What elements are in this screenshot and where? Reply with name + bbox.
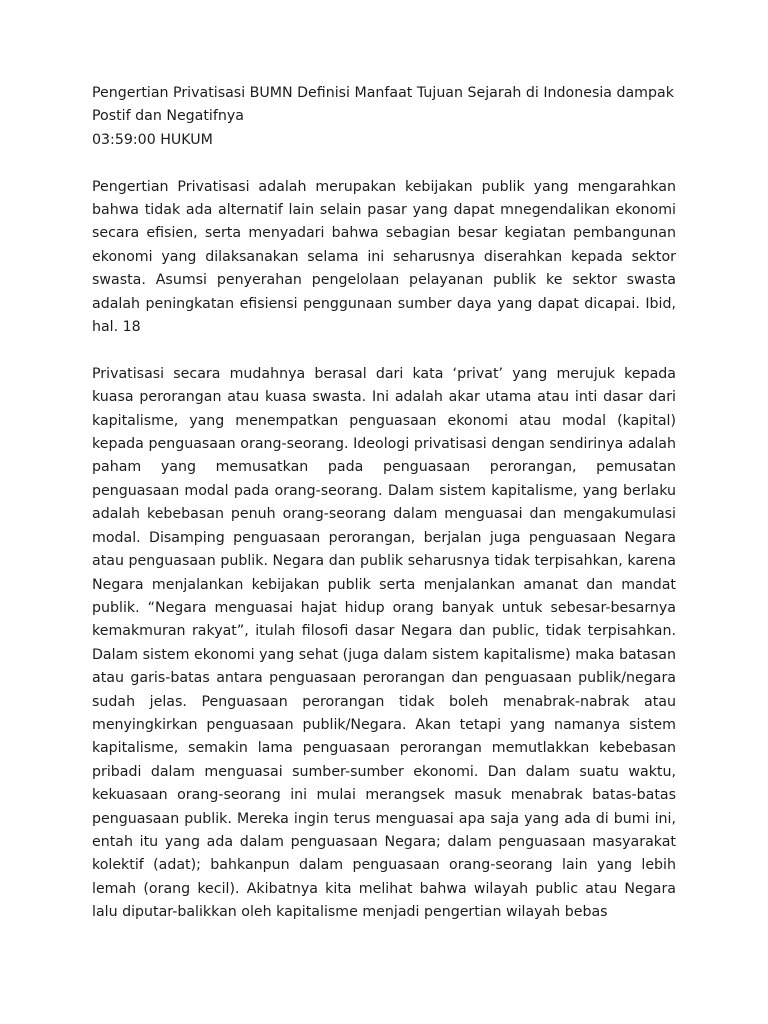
paragraph-spacer [92, 339, 676, 362]
paragraph-definition: Pengertian Privatisasi adalah merupakan kebijakan publik yang mengarahkan bahwa tidak ada alternatif lain selain pasar yang dapat mnegendalikan ekonomi secara efisien, serta menyadari bahwa sebagian besar kegiatan pembangunan ekonomi yang dilaksanakan selama ini seharusnya diserahkan kepada sektor swasta. Asumsi penyerahan pengelolaan pelayanan publik ke sektor swasta adalah peningkatan efisiensi penggunaan sumber daya yang dapat dicapai. Ibid, hal. 18 [92, 178, 676, 336]
document-body [92, 82, 676, 925]
document-timestamp: 03:59:00 [92, 131, 156, 148]
paragraph-spacer [92, 152, 676, 175]
document-meta [92, 129, 676, 152]
paragraph-explanation: Privatisasi secara mudahnya berasal dari kata ‘privat’ yang merujuk kepada kuasa perorangan atau kuasa swasta. Ini adalah akar utama atau inti dasar dari kapitalisme, yang menempatkan penguasaan ekonomi atau modal (kapital) kepada penguasaan orang-seorang. Ideologi privatisasi dengan sendirinya adalah paham yang memusatkan pada penguasaan perorangan, pemusatan penguasaan modal pada orang-seorang. Dalam sistem kapitalisme, yang berlaku adalah kebebasan penuh orang-seorang dalam menguasai dan mengakumulasi modal. Disamping penguasaan perorangan, berjalan juga penguasaan Negara atau penguasaan publik. Negara dan publik seharusnya tidak terpisahkan, karena Negara menjalankan kebijakan publik serta menjalankan amanat dan mandat publik. “Negara menguasai hajat hidup orang banyak untuk sebesar-besarnya kemakmuran rakyat”, itulah filosofi dasar Negara dan public, tidak terpisahkan. Dalam sistem ekonomi yang sehat (juga dalam sistem kapitalisme) maka batasan atau garis-batas antara penguasaan perorangan dan penguasaan publik/negara sudah jelas. Penguasaan perorangan tidak boleh menabrak-nabrak atau menyingkirkan penguasaan publik/Negara. Akan tetapi yang namanya sistem kapitalisme, semakin lama penguasaan perorangan memutlakkan kebebasan pribadi dalam menguasai sumber-sumber ekonomi. Dan dalam suatu waktu, kekuasaan orang-seorang ini mulai merangsek masuk menabrak batas-batas penguasaan publik. Mereka ingin terus menguasai apa saja yang ada di bumi ini, entah itu yang ada dalam penguasaan Negara; dalam penguasaan masyarakat kolektif (adat); bahkanpun dalam penguasaan orang-seorang lain yang lebih lemah (orang kecil). Akibatnya kita melihat bahwa wilayah public atau Negara lalu diputar-balikkan oleh kapitalisme menjadi pengertian wilayah bebas [92, 365, 676, 921]
document-category: HUKUM [160, 131, 213, 148]
document-title: Pengertian Privatisasi BUMN Definisi Manfaat Tujuan Sejarah di Indonesia dampak Postif dan Negatifnya [92, 85, 674, 125]
